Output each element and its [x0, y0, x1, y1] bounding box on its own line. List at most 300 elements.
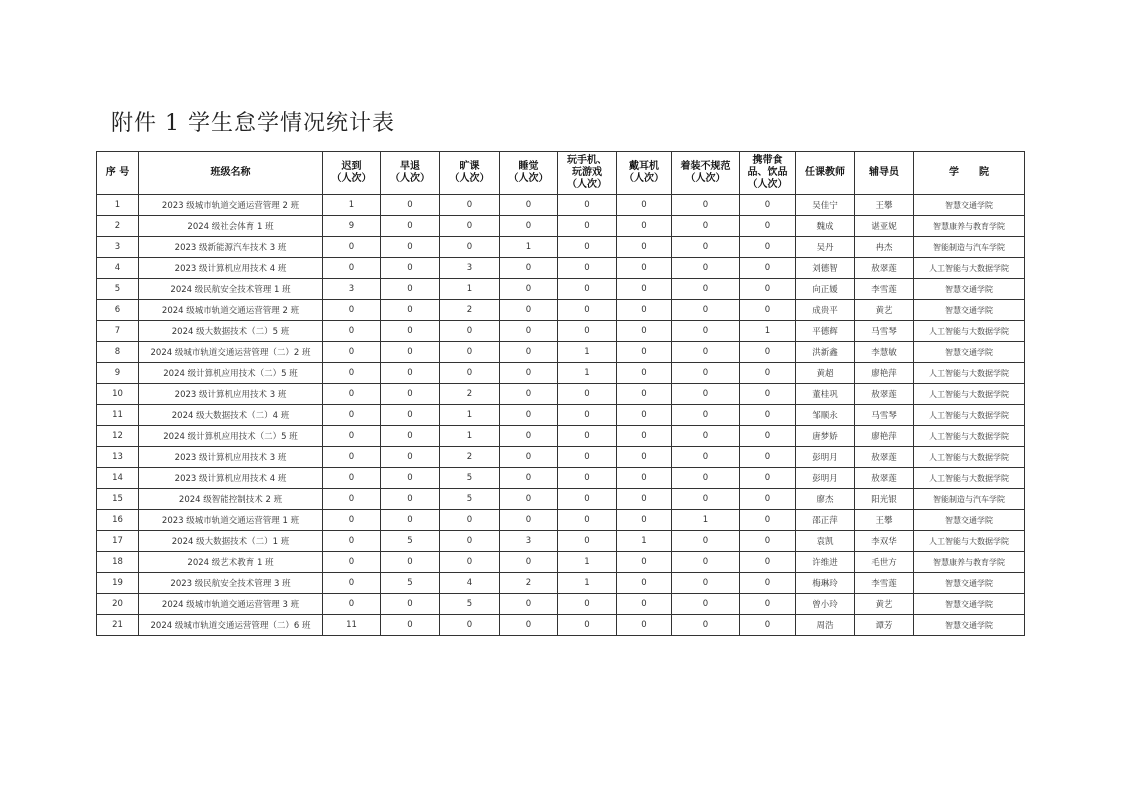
cell-leave-early: 0: [381, 279, 440, 300]
cell-sleeping: 3: [500, 531, 558, 552]
cell-teacher: 邹顺永: [796, 405, 855, 426]
table-row: [97, 258, 1025, 279]
header-food-drink: 携带食 品、饮品 （人次）: [740, 152, 796, 195]
cell-college: 人工智能与大数据学院: [914, 321, 1025, 342]
cell-absent: 0: [440, 552, 500, 573]
cell-phone-games: 0: [558, 615, 617, 636]
table-row: [97, 615, 1025, 636]
cell-teacher: 刘德智: [796, 258, 855, 279]
cell-sleeping: 0: [500, 195, 558, 216]
cell-class-name: 2024 级社会体育 1 班: [139, 216, 323, 237]
cell-class-name: 2023 级城市轨道交通运营管理 1 班: [139, 510, 323, 531]
cell-sleeping: 0: [500, 447, 558, 468]
cell-sleeping: 0: [500, 594, 558, 615]
cell-class-name: 2023 级计算机应用技术 4 班: [139, 468, 323, 489]
cell-class-name: 2024 级艺术教育 1 班: [139, 552, 323, 573]
cell-leave-early: 0: [381, 468, 440, 489]
cell-class-name: 2023 级民航安全技术管理 3 班: [139, 573, 323, 594]
cell-dress-code: 0: [672, 384, 740, 405]
cell-class-name: 2023 级计算机应用技术 3 班: [139, 384, 323, 405]
header-dress-code: 着装不规范 （人次）: [672, 152, 740, 195]
cell-late: 0: [323, 384, 381, 405]
cell-college: 人工智能与大数据学院: [914, 468, 1025, 489]
cell-earphones: 1: [617, 531, 672, 552]
cell-dress-code: 0: [672, 195, 740, 216]
cell-index: 18: [97, 552, 139, 573]
cell-food-drink: 0: [740, 342, 796, 363]
cell-sleeping: 1: [500, 237, 558, 258]
cell-college: 智慧康养与教育学院: [914, 216, 1025, 237]
cell-absent: 1: [440, 426, 500, 447]
cell-absent: 0: [440, 321, 500, 342]
cell-dress-code: 0: [672, 552, 740, 573]
cell-food-drink: 0: [740, 216, 796, 237]
cell-sleeping: 0: [500, 615, 558, 636]
cell-leave-early: 5: [381, 573, 440, 594]
table-row: [97, 321, 1025, 342]
cell-food-drink: 0: [740, 531, 796, 552]
cell-counselor: 黄艺: [855, 300, 914, 321]
cell-dress-code: 0: [672, 468, 740, 489]
cell-teacher: 周浩: [796, 615, 855, 636]
cell-absent: 5: [440, 468, 500, 489]
cell-dress-code: 0: [672, 216, 740, 237]
cell-dress-code: 0: [672, 405, 740, 426]
cell-counselor: 毛世方: [855, 552, 914, 573]
cell-late: 0: [323, 258, 381, 279]
cell-sleeping: 0: [500, 405, 558, 426]
table-row: [97, 342, 1025, 363]
cell-phone-games: 0: [558, 531, 617, 552]
cell-college: 人工智能与大数据学院: [914, 447, 1025, 468]
cell-late: 0: [323, 594, 381, 615]
cell-phone-games: 0: [558, 405, 617, 426]
cell-earphones: 0: [617, 279, 672, 300]
table-row: [97, 216, 1025, 237]
cell-dress-code: 0: [672, 237, 740, 258]
cell-absent: 5: [440, 489, 500, 510]
cell-late: 0: [323, 426, 381, 447]
cell-class-name: 2024 级城市轨道交通运营管理（二）6 班: [139, 615, 323, 636]
cell-index: 3: [97, 237, 139, 258]
cell-teacher: 吴佳宁: [796, 195, 855, 216]
cell-late: 0: [323, 552, 381, 573]
cell-leave-early: 5: [381, 531, 440, 552]
cell-leave-early: 0: [381, 447, 440, 468]
cell-sleeping: 0: [500, 300, 558, 321]
cell-teacher: 梅琳玲: [796, 573, 855, 594]
cell-counselor: 王攀: [855, 510, 914, 531]
cell-counselor: 马雪琴: [855, 321, 914, 342]
cell-late: 3: [323, 279, 381, 300]
cell-sleeping: 0: [500, 552, 558, 573]
cell-sleeping: 0: [500, 279, 558, 300]
cell-dress-code: 0: [672, 342, 740, 363]
cell-dress-code: 0: [672, 363, 740, 384]
cell-sleeping: 0: [500, 321, 558, 342]
cell-sleeping: 0: [500, 384, 558, 405]
cell-late: 0: [323, 363, 381, 384]
cell-leave-early: 0: [381, 195, 440, 216]
cell-college: 智能制造与汽车学院: [914, 489, 1025, 510]
cell-index: 14: [97, 468, 139, 489]
cell-earphones: 0: [617, 552, 672, 573]
cell-absent: 0: [440, 237, 500, 258]
cell-counselor: 冉杰: [855, 237, 914, 258]
cell-class-name: 2024 级智能控制技术 2 班: [139, 489, 323, 510]
header-counselor: 辅导员: [855, 152, 914, 195]
cell-absent: 1: [440, 405, 500, 426]
cell-teacher: 董桂巩: [796, 384, 855, 405]
cell-earphones: 0: [617, 237, 672, 258]
header-leave-early: 早退 （人次）: [381, 152, 440, 195]
cell-counselor: 敖翠莲: [855, 468, 914, 489]
cell-late: 0: [323, 468, 381, 489]
cell-food-drink: 0: [740, 447, 796, 468]
cell-leave-early: 0: [381, 342, 440, 363]
cell-counselor: 廖艳萍: [855, 426, 914, 447]
cell-counselor: 敖翠莲: [855, 447, 914, 468]
cell-leave-early: 0: [381, 321, 440, 342]
cell-counselor: 阳光银: [855, 489, 914, 510]
cell-food-drink: 0: [740, 426, 796, 447]
cell-teacher: 曾小玲: [796, 594, 855, 615]
cell-college: 人工智能与大数据学院: [914, 384, 1025, 405]
cell-teacher: 洪新鑫: [796, 342, 855, 363]
cell-class-name: 2024 级计算机应用技术（二）5 班: [139, 363, 323, 384]
cell-dress-code: 0: [672, 426, 740, 447]
cell-phone-games: 0: [558, 279, 617, 300]
cell-sleeping: 0: [500, 426, 558, 447]
cell-dress-code: 0: [672, 321, 740, 342]
table-row: [97, 447, 1025, 468]
cell-absent: 0: [440, 216, 500, 237]
cell-dress-code: 0: [672, 300, 740, 321]
cell-phone-games: 0: [558, 216, 617, 237]
cell-earphones: 0: [617, 258, 672, 279]
cell-teacher: 彭明月: [796, 468, 855, 489]
header-teacher: 任课教师: [796, 152, 855, 195]
cell-class-name: 2024 级城市轨道交通运营管理 2 班: [139, 300, 323, 321]
cell-teacher: 黄超: [796, 363, 855, 384]
cell-absent: 0: [440, 342, 500, 363]
cell-counselor: 黄艺: [855, 594, 914, 615]
cell-absent: 4: [440, 573, 500, 594]
cell-food-drink: 0: [740, 300, 796, 321]
cell-sleeping: 0: [500, 489, 558, 510]
table-row: [97, 426, 1025, 447]
cell-college: 人工智能与大数据学院: [914, 258, 1025, 279]
cell-late: 0: [323, 447, 381, 468]
cell-class-name: 2024 级城市轨道交通运营管理 3 班: [139, 594, 323, 615]
cell-class-name: 2024 级计算机应用技术（二）5 班: [139, 426, 323, 447]
table-row: [97, 405, 1025, 426]
cell-leave-early: 0: [381, 510, 440, 531]
cell-dress-code: 0: [672, 573, 740, 594]
cell-index: 10: [97, 384, 139, 405]
cell-counselor: 李雪莲: [855, 573, 914, 594]
cell-sleeping: 2: [500, 573, 558, 594]
cell-college: 智慧交通学院: [914, 279, 1025, 300]
cell-college: 智慧交通学院: [914, 594, 1025, 615]
cell-index: 17: [97, 531, 139, 552]
cell-earphones: 0: [617, 594, 672, 615]
cell-absent: 1: [440, 279, 500, 300]
cell-earphones: 0: [617, 300, 672, 321]
cell-counselor: 王攀: [855, 195, 914, 216]
cell-leave-early: 0: [381, 384, 440, 405]
cell-phone-games: 1: [558, 363, 617, 384]
cell-index: 7: [97, 321, 139, 342]
cell-late: 11: [323, 615, 381, 636]
cell-teacher: 袁凯: [796, 531, 855, 552]
header-phone-games: 玩手机、 玩游戏 （人次）: [558, 152, 617, 195]
cell-dress-code: 0: [672, 447, 740, 468]
table-row: [97, 489, 1025, 510]
cell-class-name: 2024 级民航安全技术管理 1 班: [139, 279, 323, 300]
cell-leave-early: 0: [381, 363, 440, 384]
cell-counselor: 敖翠莲: [855, 258, 914, 279]
cell-sleeping: 0: [500, 342, 558, 363]
cell-college: 智慧交通学院: [914, 573, 1025, 594]
cell-dress-code: 0: [672, 615, 740, 636]
cell-food-drink: 0: [740, 384, 796, 405]
cell-earphones: 0: [617, 573, 672, 594]
cell-index: 12: [97, 426, 139, 447]
cell-absent: 0: [440, 195, 500, 216]
cell-index: 1: [97, 195, 139, 216]
table-row: [97, 468, 1025, 489]
cell-teacher: 邵正萍: [796, 510, 855, 531]
cell-earphones: 0: [617, 510, 672, 531]
cell-leave-early: 0: [381, 216, 440, 237]
cell-sleeping: 0: [500, 468, 558, 489]
cell-teacher: 彭明月: [796, 447, 855, 468]
cell-absent: 2: [440, 300, 500, 321]
cell-class-name: 2023 级计算机应用技术 4 班: [139, 258, 323, 279]
cell-food-drink: 0: [740, 489, 796, 510]
cell-class-name: 2023 级新能源汽车技术 3 班: [139, 237, 323, 258]
table-row: [97, 363, 1025, 384]
cell-index: 4: [97, 258, 139, 279]
cell-late: 9: [323, 216, 381, 237]
cell-counselor: 谭芳: [855, 615, 914, 636]
cell-phone-games: 1: [558, 552, 617, 573]
cell-leave-early: 0: [381, 615, 440, 636]
page-title: 附件 1 学生怠学情况统计表: [111, 111, 395, 136]
table-body: [97, 195, 1025, 636]
cell-absent: 2: [440, 447, 500, 468]
cell-absent: 0: [440, 510, 500, 531]
header-index: 序 号: [97, 152, 139, 195]
cell-sleeping: 0: [500, 258, 558, 279]
cell-food-drink: 0: [740, 468, 796, 489]
cell-phone-games: 0: [558, 258, 617, 279]
cell-phone-games: 0: [558, 300, 617, 321]
cell-earphones: 0: [617, 489, 672, 510]
cell-phone-games: 0: [558, 384, 617, 405]
cell-teacher: 平德辉: [796, 321, 855, 342]
table-header-row: [97, 152, 1025, 195]
cell-late: 0: [323, 531, 381, 552]
cell-phone-games: 0: [558, 489, 617, 510]
cell-dress-code: 0: [672, 594, 740, 615]
cell-index: 19: [97, 573, 139, 594]
cell-leave-early: 0: [381, 237, 440, 258]
cell-teacher: 魏成: [796, 216, 855, 237]
header-college: 学 院: [914, 152, 1025, 195]
header-absent: 旷课 （人次）: [440, 152, 500, 195]
cell-leave-early: 0: [381, 489, 440, 510]
cell-food-drink: 0: [740, 510, 796, 531]
cell-food-drink: 1: [740, 321, 796, 342]
cell-phone-games: 1: [558, 342, 617, 363]
cell-phone-games: 0: [558, 594, 617, 615]
cell-teacher: 许维进: [796, 552, 855, 573]
cell-late: 0: [323, 573, 381, 594]
cell-earphones: 0: [617, 384, 672, 405]
cell-leave-early: 0: [381, 426, 440, 447]
cell-absent: 2: [440, 384, 500, 405]
header-sleeping: 睡觉 （人次）: [500, 152, 558, 195]
cell-college: 智慧交通学院: [914, 300, 1025, 321]
cell-counselor: 李双华: [855, 531, 914, 552]
cell-sleeping: 0: [500, 510, 558, 531]
cell-index: 20: [97, 594, 139, 615]
cell-teacher: 吴丹: [796, 237, 855, 258]
cell-late: 0: [323, 300, 381, 321]
cell-class-name: 2024 级大数据技术（二）1 班: [139, 531, 323, 552]
cell-index: 11: [97, 405, 139, 426]
cell-counselor: 谌亚妮: [855, 216, 914, 237]
table-row: [97, 195, 1025, 216]
cell-teacher: 唐梦娇: [796, 426, 855, 447]
table-row: [97, 594, 1025, 615]
table-row: [97, 237, 1025, 258]
cell-leave-early: 0: [381, 552, 440, 573]
cell-absent: 0: [440, 615, 500, 636]
cell-food-drink: 0: [740, 594, 796, 615]
cell-food-drink: 0: [740, 258, 796, 279]
cell-food-drink: 0: [740, 552, 796, 573]
cell-phone-games: 0: [558, 468, 617, 489]
cell-leave-early: 0: [381, 594, 440, 615]
cell-absent: 5: [440, 594, 500, 615]
cell-earphones: 0: [617, 195, 672, 216]
cell-food-drink: 0: [740, 195, 796, 216]
cell-class-name: 2024 级城市轨道交通运营管理（二）2 班: [139, 342, 323, 363]
cell-earphones: 0: [617, 615, 672, 636]
cell-college: 人工智能与大数据学院: [914, 363, 1025, 384]
cell-college: 智慧交通学院: [914, 615, 1025, 636]
cell-dress-code: 0: [672, 258, 740, 279]
cell-phone-games: 0: [558, 321, 617, 342]
cell-leave-early: 0: [381, 300, 440, 321]
cell-food-drink: 0: [740, 279, 796, 300]
cell-index: 5: [97, 279, 139, 300]
cell-food-drink: 0: [740, 363, 796, 384]
statistics-table: [96, 151, 1025, 636]
cell-index: 6: [97, 300, 139, 321]
cell-late: 0: [323, 510, 381, 531]
table-row: [97, 510, 1025, 531]
cell-phone-games: 0: [558, 447, 617, 468]
cell-dress-code: 0: [672, 531, 740, 552]
cell-class-name: 2023 级城市轨道交通运营管理 2 班: [139, 195, 323, 216]
cell-phone-games: 1: [558, 573, 617, 594]
cell-food-drink: 0: [740, 615, 796, 636]
cell-late: 0: [323, 405, 381, 426]
cell-college: 人工智能与大数据学院: [914, 405, 1025, 426]
cell-earphones: 0: [617, 321, 672, 342]
cell-earphones: 0: [617, 342, 672, 363]
cell-counselor: 李雪莲: [855, 279, 914, 300]
cell-index: 2: [97, 216, 139, 237]
cell-absent: 0: [440, 531, 500, 552]
cell-college: 智能制造与汽车学院: [914, 237, 1025, 258]
header-earphones: 戴耳机 （人次）: [617, 152, 672, 195]
cell-late: 0: [323, 237, 381, 258]
cell-counselor: 廖艳萍: [855, 363, 914, 384]
cell-index: 15: [97, 489, 139, 510]
cell-earphones: 0: [617, 426, 672, 447]
cell-phone-games: 0: [558, 237, 617, 258]
cell-earphones: 0: [617, 363, 672, 384]
cell-index: 13: [97, 447, 139, 468]
cell-late: 1: [323, 195, 381, 216]
cell-index: 21: [97, 615, 139, 636]
cell-leave-early: 0: [381, 258, 440, 279]
cell-food-drink: 0: [740, 405, 796, 426]
cell-class-name: 2024 级大数据技术（二）5 班: [139, 321, 323, 342]
cell-absent: 0: [440, 363, 500, 384]
cell-leave-early: 0: [381, 405, 440, 426]
cell-index: 8: [97, 342, 139, 363]
cell-college: 人工智能与大数据学院: [914, 426, 1025, 447]
cell-college: 智慧交通学院: [914, 510, 1025, 531]
cell-dress-code: 1: [672, 510, 740, 531]
cell-dress-code: 0: [672, 489, 740, 510]
cell-sleeping: 0: [500, 363, 558, 384]
header-class-name: 班级名称: [139, 152, 323, 195]
cell-phone-games: 0: [558, 195, 617, 216]
cell-teacher: 廖杰: [796, 489, 855, 510]
cell-earphones: 0: [617, 216, 672, 237]
cell-food-drink: 0: [740, 237, 796, 258]
table-row: [97, 573, 1025, 594]
cell-college: 人工智能与大数据学院: [914, 531, 1025, 552]
cell-late: 0: [323, 342, 381, 363]
header-late: 迟到 （人次）: [323, 152, 381, 195]
cell-absent: 3: [440, 258, 500, 279]
cell-phone-games: 0: [558, 426, 617, 447]
cell-dress-code: 0: [672, 279, 740, 300]
cell-college: 智慧交通学院: [914, 195, 1025, 216]
cell-earphones: 0: [617, 405, 672, 426]
cell-index: 9: [97, 363, 139, 384]
cell-late: 0: [323, 321, 381, 342]
cell-counselor: 马雪琴: [855, 405, 914, 426]
cell-class-name: 2024 级大数据技术（二）4 班: [139, 405, 323, 426]
cell-teacher: 向正媛: [796, 279, 855, 300]
cell-phone-games: 0: [558, 510, 617, 531]
cell-college: 智慧交通学院: [914, 342, 1025, 363]
cell-sleeping: 0: [500, 216, 558, 237]
cell-college: 智慧康养与教育学院: [914, 552, 1025, 573]
table-row: [97, 279, 1025, 300]
table-row: [97, 531, 1025, 552]
cell-counselor: 李慧敏: [855, 342, 914, 363]
